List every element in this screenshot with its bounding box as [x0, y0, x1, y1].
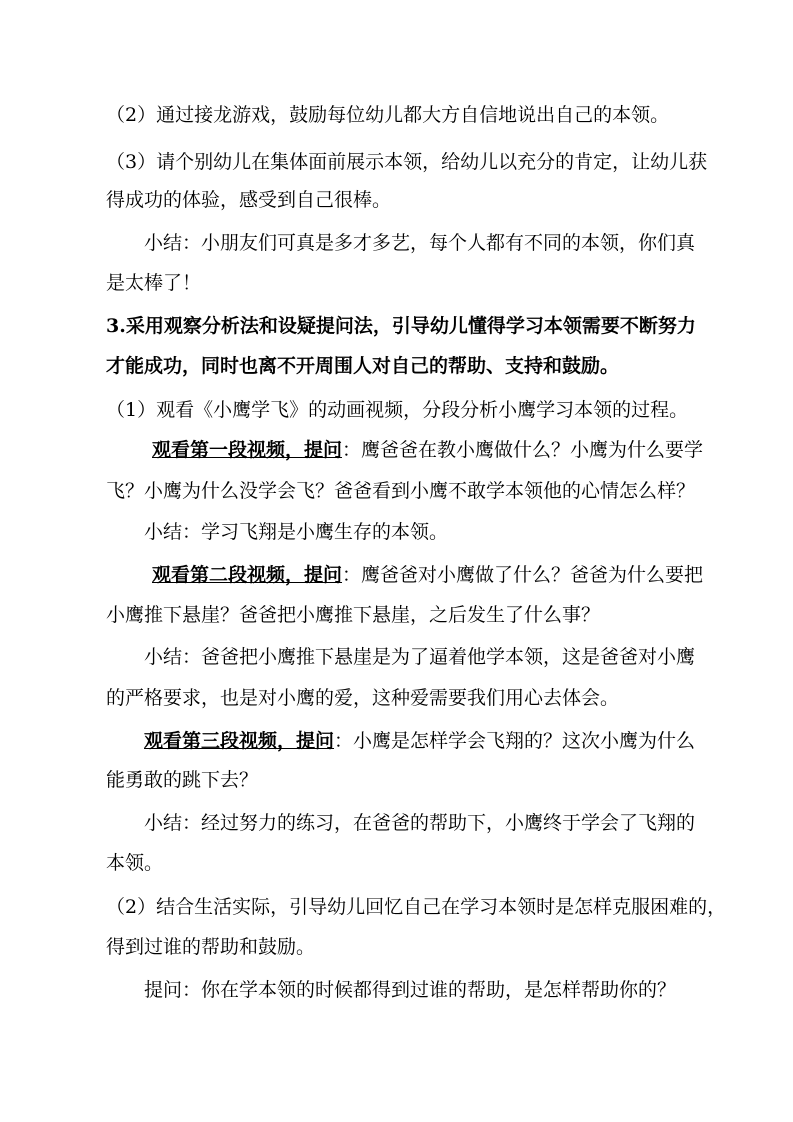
summary-line: 本领。: [106, 852, 164, 874]
summary-line: 是太棒了！: [106, 272, 202, 294]
question-text: ：小鹰是怎样学会飞翔的？这次小鹰为什么: [334, 730, 696, 752]
question-text: ：鹰爸爸在教小鹰做什么？小鹰为什么要学: [342, 439, 704, 461]
section-heading: 3.采用观察分析法和设疑提问法，引导幼儿懂得学习本领需要不断努力: [106, 315, 696, 337]
summary-line: 的严格要求，也是对小鹰的爱，这种爱需要我们用心去体会。: [106, 687, 620, 709]
question-line: 小鹰推下悬崖？爸爸把小鹰推下悬崖，之后发生了什么事？: [106, 604, 601, 626]
question-text: ：鹰爸爸对小鹰做了什么？爸爸为什么要把: [342, 564, 704, 586]
segment-label: 观看第三段视频，提问: [144, 730, 335, 752]
summary-line: 小结：学习飞翔是小鹰生存的本领。: [144, 521, 449, 543]
segment-label: 观看第一段视频，提问: [152, 439, 343, 461]
question-line: [144, 728, 793, 754]
question-line: 提问：你在学本领的时候都得到过谁的帮助，是怎样帮助你的？: [144, 979, 677, 1001]
question-line: 能勇敢的跳下去？: [106, 769, 259, 791]
question-line: 飞？小鹰为什么没学会飞？爸爸看到小鹰不敢学本领他的心情怎么样？: [106, 480, 696, 502]
summary-line: 小结：小朋友们可真是多才多艺，每个人都有不同的本领，你们真: [144, 232, 696, 254]
summary-line: 小结：经过努力的练习，在爸爸的帮助下，小鹰终于学会了飞翔的: [144, 812, 696, 834]
section-heading: 才能成功，同时也离不开周围人对自己的帮助、支持和鼓励。: [106, 355, 620, 377]
paragraph-line: （2）结合生活实际，引导幼儿回忆自己在学习本领时是怎样克服困难的，: [106, 896, 727, 918]
question-line: [152, 437, 793, 463]
paragraph-line: 得到过谁的帮助和鼓励。: [106, 936, 316, 958]
paragraph-line: 得成功的体验，感受到自己很棒。: [106, 189, 392, 211]
paragraph-line: （3）请个别幼儿在集体面前展示本领，给幼儿以充分的肯定，让幼儿获: [106, 151, 708, 173]
paragraph-line: （1）观看《小鹰学飞》的动画视频，分段分析小鹰学习本领的过程。: [106, 399, 689, 421]
segment-label: 观看第二段视频，提问: [152, 564, 343, 586]
paragraph-line: （2）通过接龙游戏，鼓励每位幼儿都大方自信地说出自己的本领。: [106, 104, 670, 126]
summary-line: 小结：爸爸把小鹰推下悬崖是为了逼着他学本领，这是爸爸对小鹰: [144, 646, 696, 668]
question-line: [152, 562, 793, 588]
